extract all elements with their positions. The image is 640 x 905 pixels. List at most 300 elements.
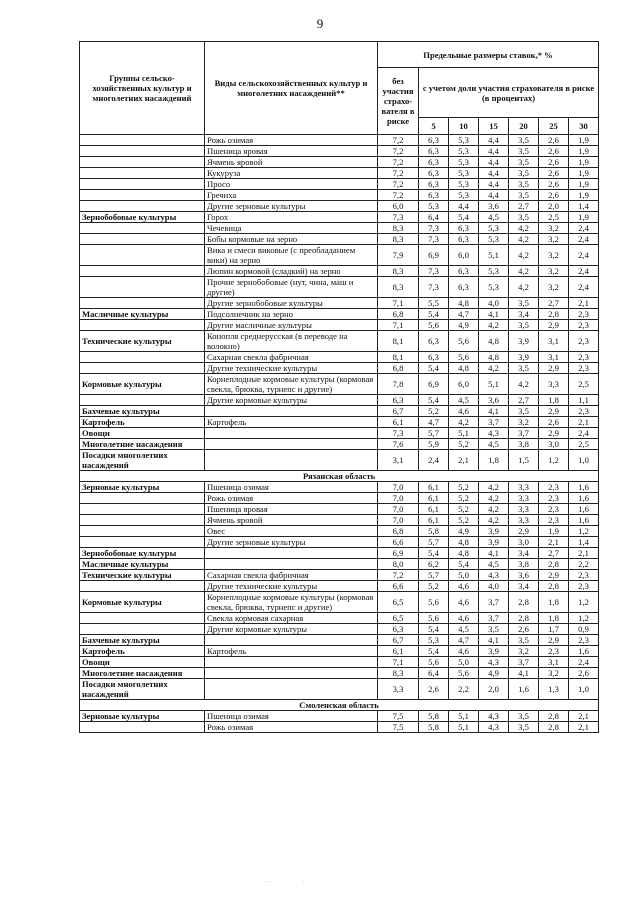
rate-base-cell: 8,3 xyxy=(378,668,419,679)
table-row xyxy=(80,428,599,439)
crop-type-cell: Чечевица xyxy=(205,223,378,234)
rate-share-cell: 4,9 xyxy=(449,320,479,331)
rate-share-cell: 3,9 xyxy=(509,331,539,352)
crop-type-cell xyxy=(205,559,378,570)
rate-share-cell: 3,4 xyxy=(509,548,539,559)
crop-group-cell xyxy=(80,135,205,146)
crop-type-cell: Рожь озимая xyxy=(205,493,378,504)
rate-base-cell: 7,2 xyxy=(378,179,419,190)
rate-share-cell: 6,9 xyxy=(419,374,449,395)
rate-share-cell: 4,5 xyxy=(479,439,509,450)
rate-share-cell: 2,6 xyxy=(539,157,569,168)
crop-type-cell: Люпин кормовой (сладкий) на зерно xyxy=(205,266,378,277)
rate-share-cell: 5,8 xyxy=(419,722,449,733)
rate-share-cell: 2,1 xyxy=(449,450,479,471)
rate-share-cell: 4,3 xyxy=(479,570,509,581)
rate-share-cell: 4,8 xyxy=(479,331,509,352)
table-row xyxy=(80,212,599,223)
rate-share-cell: 3,2 xyxy=(539,266,569,277)
table-row xyxy=(80,417,599,428)
rate-share-cell: 1,9 xyxy=(569,157,599,168)
crop-type-cell: Подсолнечник на зерно xyxy=(205,309,378,320)
rate-share-cell: 4,5 xyxy=(479,212,509,223)
rate-share-cell: 6,3 xyxy=(419,190,449,201)
rate-share-cell: 2,9 xyxy=(539,428,569,439)
table-row xyxy=(80,374,599,395)
crop-group-cell xyxy=(80,234,205,245)
rate-share-cell: 1,4 xyxy=(569,201,599,212)
rate-base-cell: 7,0 xyxy=(378,482,419,493)
rate-share-cell: 1,5 xyxy=(509,450,539,471)
crop-type-cell xyxy=(205,548,378,559)
rate-share-cell: 2,3 xyxy=(539,646,569,657)
rate-share-cell: 2,3 xyxy=(569,406,599,417)
rate-base-cell: 7,3 xyxy=(378,428,419,439)
crop-group-cell: Многолетние насаждения xyxy=(80,668,205,679)
rate-share-cell: 3,5 xyxy=(509,179,539,190)
rate-share-cell: 5,1 xyxy=(479,374,509,395)
rate-share-cell: 3,8 xyxy=(509,439,539,450)
rate-share-cell: 2,8 xyxy=(539,711,569,722)
rate-share-cell: 3,5 xyxy=(509,157,539,168)
rate-share-cell: 6,3 xyxy=(419,146,449,157)
rate-share-cell: 5,3 xyxy=(449,146,479,157)
crop-group-cell xyxy=(80,277,205,298)
rate-share-cell: 5,3 xyxy=(479,234,509,245)
rate-share-cell: 3,3 xyxy=(509,493,539,504)
rate-share-cell: 4,2 xyxy=(479,320,509,331)
rate-share-cell: 2,1 xyxy=(569,298,599,309)
rate-share-cell: 5,4 xyxy=(419,548,449,559)
rate-share-cell: 3,2 xyxy=(539,245,569,266)
rate-base-cell: 6,0 xyxy=(378,201,419,212)
table-row xyxy=(80,245,599,266)
rate-share-cell: 5,3 xyxy=(419,635,449,646)
header-share-value: 20 xyxy=(509,118,539,135)
rate-share-cell: 2,6 xyxy=(539,168,569,179)
rate-base-cell: 7,2 xyxy=(378,146,419,157)
rate-base-cell: 3,1 xyxy=(378,450,419,471)
rate-base-cell: 7,0 xyxy=(378,504,419,515)
table-row xyxy=(80,266,599,277)
rate-share-cell: 2,6 xyxy=(539,135,569,146)
table-row xyxy=(80,504,599,515)
rate-share-cell: 4,0 xyxy=(479,581,509,592)
rate-base-cell: 7,6 xyxy=(378,439,419,450)
rate-share-cell: 4,9 xyxy=(479,668,509,679)
rate-share-cell: 5,6 xyxy=(419,320,449,331)
rate-share-cell: 3,5 xyxy=(509,212,539,223)
rate-share-cell: 5,7 xyxy=(419,428,449,439)
crop-type-cell: Конопля среднерусская (в переводе на волокно) xyxy=(205,331,378,352)
rate-share-cell: 5,2 xyxy=(419,406,449,417)
rate-share-cell: 2,3 xyxy=(569,331,599,352)
crop-type-cell xyxy=(205,450,378,471)
rate-share-cell: 2,7 xyxy=(509,395,539,406)
crop-type-cell: Сахарная свекла фабричная xyxy=(205,570,378,581)
rate-share-cell: 2,6 xyxy=(539,146,569,157)
rate-share-cell: 3,9 xyxy=(509,352,539,363)
rate-share-cell: 2,3 xyxy=(569,320,599,331)
rate-share-cell: 2,4 xyxy=(569,657,599,668)
crop-type-cell xyxy=(205,635,378,646)
rate-share-cell: 3,6 xyxy=(509,570,539,581)
rate-share-cell: 2,9 xyxy=(539,570,569,581)
rate-share-cell: 4,3 xyxy=(479,428,509,439)
crop-type-cell: Просо xyxy=(205,179,378,190)
crop-group-cell xyxy=(80,298,205,309)
rate-share-cell: 4,2 xyxy=(509,223,539,234)
rate-share-cell: 5,8 xyxy=(419,526,449,537)
crop-group-cell xyxy=(80,504,205,515)
table-row xyxy=(80,234,599,245)
crop-type-cell: Сахарная свекла фабричная xyxy=(205,352,378,363)
table-row xyxy=(80,526,599,537)
crop-type-cell: Другие технические культуры xyxy=(205,363,378,374)
table-row xyxy=(80,309,599,320)
rate-share-cell: 4,7 xyxy=(449,635,479,646)
rate-base-cell: 7,2 xyxy=(378,570,419,581)
rate-share-cell: 1,2 xyxy=(569,526,599,537)
rate-base-cell: 7,2 xyxy=(378,135,419,146)
rate-share-cell: 1,7 xyxy=(539,624,569,635)
crop-type-cell: Овес xyxy=(205,526,378,537)
table-row xyxy=(80,223,599,234)
rate-share-cell: 6,4 xyxy=(419,668,449,679)
header-share-value: 25 xyxy=(539,118,569,135)
rate-share-cell: 4,1 xyxy=(479,309,509,320)
crop-type-cell xyxy=(205,657,378,668)
crop-group-cell xyxy=(80,363,205,374)
crop-type-cell: Другие зерновые культуры xyxy=(205,201,378,212)
crop-type-cell xyxy=(205,406,378,417)
rate-share-cell: 1,3 xyxy=(539,679,569,700)
table-row xyxy=(80,624,599,635)
rate-share-cell: 0,9 xyxy=(569,624,599,635)
crop-group-cell xyxy=(80,245,205,266)
rate-share-cell: 5,7 xyxy=(419,537,449,548)
crop-group-cell xyxy=(80,395,205,406)
rate-share-cell: 1,2 xyxy=(569,592,599,613)
crop-type-cell: Картофель xyxy=(205,417,378,428)
crop-type-cell: Другие кормовые культуры xyxy=(205,395,378,406)
rate-share-cell: 4,6 xyxy=(449,406,479,417)
rate-base-cell: 7,2 xyxy=(378,168,419,179)
rate-share-cell: 4,5 xyxy=(449,395,479,406)
rate-share-cell: 2,6 xyxy=(539,190,569,201)
rate-share-cell: 3,5 xyxy=(509,168,539,179)
crop-group-cell: Технические культуры xyxy=(80,570,205,581)
rate-share-cell: 1,8 xyxy=(539,395,569,406)
rate-base-cell: 6,8 xyxy=(378,363,419,374)
rate-share-cell: 6,3 xyxy=(419,352,449,363)
crop-type-cell xyxy=(205,668,378,679)
rate-share-cell: 1,8 xyxy=(479,450,509,471)
rate-share-cell: 1,6 xyxy=(569,504,599,515)
rate-base-cell: 7,2 xyxy=(378,157,419,168)
rate-share-cell: 3,2 xyxy=(539,277,569,298)
crop-group-cell: Кормовые культуры xyxy=(80,374,205,395)
rate-share-cell: 3,3 xyxy=(509,504,539,515)
rate-share-cell: 6,1 xyxy=(419,515,449,526)
rate-share-cell: 3,2 xyxy=(539,668,569,679)
crop-type-cell: Другие кормовые культуры xyxy=(205,624,378,635)
crop-type-cell: Другие зерновые культуры xyxy=(205,537,378,548)
table-row xyxy=(80,613,599,624)
rate-base-cell: 6,1 xyxy=(378,646,419,657)
table-row xyxy=(80,320,599,331)
crop-group-cell xyxy=(80,146,205,157)
rate-share-cell: 5,5 xyxy=(419,298,449,309)
table-row xyxy=(80,450,599,471)
rate-share-cell: 2,4 xyxy=(569,245,599,266)
table-row xyxy=(80,646,599,657)
rate-share-cell: 4,3 xyxy=(479,722,509,733)
table-row xyxy=(80,363,599,374)
table-row xyxy=(80,190,599,201)
crop-group-cell xyxy=(80,168,205,179)
rate-share-cell: 4,2 xyxy=(479,493,509,504)
rate-share-cell: 1,2 xyxy=(569,613,599,624)
rate-share-cell: 5,3 xyxy=(419,201,449,212)
rate-share-cell: 3,9 xyxy=(479,526,509,537)
rate-share-cell: 5,3 xyxy=(479,223,509,234)
rate-share-cell: 5,4 xyxy=(449,559,479,570)
header-crop-group: Группы сельско-хозяйственных культур и многолетних насаждений xyxy=(80,42,205,135)
rate-share-cell: 6,3 xyxy=(449,234,479,245)
rate-share-cell: 2,1 xyxy=(569,722,599,733)
table-row xyxy=(80,668,599,679)
rate-share-cell: 1,1 xyxy=(569,395,599,406)
rate-share-cell: 4,7 xyxy=(449,309,479,320)
rate-share-cell: 2,9 xyxy=(509,526,539,537)
rate-share-cell: 5,4 xyxy=(419,309,449,320)
rate-share-cell: 2,2 xyxy=(569,559,599,570)
crop-type-cell: Бобы кормовые на зерно xyxy=(205,234,378,245)
rate-share-cell: 1,6 xyxy=(569,515,599,526)
rate-share-cell: 3,0 xyxy=(509,537,539,548)
header-crop-type: Виды сельскохозяйственных культур и многолетних насаждений** xyxy=(205,42,378,135)
crop-type-cell: Пшеница озимая xyxy=(205,482,378,493)
crop-group-cell xyxy=(80,515,205,526)
rate-base-cell: 7,0 xyxy=(378,493,419,504)
table-row xyxy=(80,537,599,548)
crop-group-cell xyxy=(80,493,205,504)
rate-share-cell: 3,5 xyxy=(509,406,539,417)
rate-share-cell: 3,9 xyxy=(479,537,509,548)
rate-share-cell: 4,2 xyxy=(479,482,509,493)
rate-share-cell: 5,2 xyxy=(419,581,449,592)
rate-base-cell: 6,6 xyxy=(378,581,419,592)
rate-base-cell: 6,6 xyxy=(378,537,419,548)
crop-type-cell: Другие масличные культуры xyxy=(205,320,378,331)
region-title: Смоленская область xyxy=(80,700,599,711)
region-row xyxy=(80,471,599,482)
rate-share-cell: 2,8 xyxy=(509,592,539,613)
crop-group-cell: Зернобобовые культуры xyxy=(80,548,205,559)
rate-share-cell: 1,9 xyxy=(569,212,599,223)
rate-share-cell: 3,5 xyxy=(509,190,539,201)
rate-share-cell: 2,2 xyxy=(449,679,479,700)
table-row xyxy=(80,559,599,570)
table-row xyxy=(80,179,599,190)
rate-share-cell: 1,9 xyxy=(539,526,569,537)
crop-type-cell: Картофель xyxy=(205,646,378,657)
rate-base-cell: 6,5 xyxy=(378,613,419,624)
table-row xyxy=(80,581,599,592)
rate-share-cell: 3,2 xyxy=(509,646,539,657)
rate-share-cell: 4,4 xyxy=(479,179,509,190)
rate-share-cell: 4,6 xyxy=(449,581,479,592)
rate-share-cell: 2,4 xyxy=(569,223,599,234)
rate-share-cell: 1,8 xyxy=(539,613,569,624)
crop-group-cell: Многолетние насаждения xyxy=(80,439,205,450)
rate-share-cell: 1,9 xyxy=(569,168,599,179)
crop-type-cell: Горох xyxy=(205,212,378,223)
header-share-value: 30 xyxy=(569,118,599,135)
rate-share-cell: 3,5 xyxy=(509,722,539,733)
rate-share-cell: 6,1 xyxy=(419,482,449,493)
crop-type-cell xyxy=(205,679,378,700)
rate-base-cell: 8,3 xyxy=(378,234,419,245)
rate-share-cell: 2,8 xyxy=(539,309,569,320)
rate-share-cell: 5,3 xyxy=(449,168,479,179)
rate-base-cell: 7,8 xyxy=(378,374,419,395)
rate-share-cell: 1,6 xyxy=(569,493,599,504)
rate-share-cell: 2,6 xyxy=(539,417,569,428)
rate-base-cell: 3,3 xyxy=(378,679,419,700)
crop-group-cell xyxy=(80,613,205,624)
rate-share-cell: 4,8 xyxy=(449,548,479,559)
rate-share-cell: 4,6 xyxy=(449,646,479,657)
table-row xyxy=(80,168,599,179)
crop-group-cell: Овощи xyxy=(80,657,205,668)
table-body xyxy=(80,135,599,733)
rate-base-cell: 6,3 xyxy=(378,624,419,635)
table-row xyxy=(80,395,599,406)
rate-share-cell: 2,0 xyxy=(479,679,509,700)
crop-group-cell xyxy=(80,624,205,635)
rate-share-cell: 5,6 xyxy=(449,352,479,363)
crop-group-cell: Масличные культуры xyxy=(80,309,205,320)
rate-share-cell: 2,6 xyxy=(419,679,449,700)
table-row xyxy=(80,570,599,581)
crop-group-cell xyxy=(80,320,205,331)
rate-share-cell: 2,3 xyxy=(539,504,569,515)
rate-share-cell: 3,6 xyxy=(479,395,509,406)
rate-share-cell: 1,9 xyxy=(569,135,599,146)
rate-share-cell: 4,2 xyxy=(509,245,539,266)
rate-share-cell: 2,3 xyxy=(539,515,569,526)
header-share-value: 5 xyxy=(419,118,449,135)
rate-base-cell: 7,5 xyxy=(378,711,419,722)
rate-share-cell: 7,3 xyxy=(419,266,449,277)
rate-base-cell: 8,0 xyxy=(378,559,419,570)
rate-share-cell: 2,3 xyxy=(569,635,599,646)
crop-type-cell: Пшеница яровая xyxy=(205,146,378,157)
rate-share-cell: 2,1 xyxy=(539,537,569,548)
rate-share-cell: 2,8 xyxy=(539,559,569,570)
crop-type-cell: Прочие зернобобовые (нут, чина, маш и другие) xyxy=(205,277,378,298)
table-row xyxy=(80,201,599,212)
rate-share-cell: 6,9 xyxy=(419,245,449,266)
table-row xyxy=(80,277,599,298)
crop-group-cell xyxy=(80,352,205,363)
crop-type-cell: Корнеплодные кормовые культуры (кормовая свекла, брюква, турнепс и другие) xyxy=(205,592,378,613)
rate-base-cell: 7,1 xyxy=(378,320,419,331)
rate-share-cell: 1,0 xyxy=(569,450,599,471)
rate-share-cell: 5,2 xyxy=(449,504,479,515)
rate-share-cell: 1,6 xyxy=(509,679,539,700)
rate-share-cell: 2,7 xyxy=(539,548,569,559)
rate-share-cell: 5,6 xyxy=(419,657,449,668)
rate-base-cell: 6,7 xyxy=(378,635,419,646)
rate-share-cell: 3,7 xyxy=(509,657,539,668)
rate-share-cell: 5,2 xyxy=(449,482,479,493)
rate-share-cell: 5,6 xyxy=(449,668,479,679)
table-row xyxy=(80,635,599,646)
rate-share-cell: 5,4 xyxy=(419,624,449,635)
rate-share-cell: 1,4 xyxy=(569,537,599,548)
rate-base-cell: 7,1 xyxy=(378,298,419,309)
rate-share-cell: 4,2 xyxy=(509,266,539,277)
rate-share-cell: 2,8 xyxy=(539,722,569,733)
rate-share-cell: 5,6 xyxy=(449,331,479,352)
header-with-participation: с учетом доли участия страхователя в риске (в процентах) xyxy=(419,68,599,118)
rate-share-cell: 2,4 xyxy=(569,266,599,277)
rate-share-cell: 2,8 xyxy=(509,613,539,624)
crop-group-cell xyxy=(80,537,205,548)
table-row xyxy=(80,657,599,668)
crop-group-cell xyxy=(80,190,205,201)
rate-share-cell: 4,8 xyxy=(449,363,479,374)
rate-base-cell: 6,5 xyxy=(378,592,419,613)
rate-share-cell: 2,5 xyxy=(569,439,599,450)
rate-share-cell: 4,9 xyxy=(449,526,479,537)
rate-share-cell: 2,9 xyxy=(539,635,569,646)
crop-group-cell xyxy=(80,157,205,168)
rate-share-cell: 5,1 xyxy=(449,711,479,722)
rate-base-cell: 7,2 xyxy=(378,190,419,201)
rate-share-cell: 4,2 xyxy=(509,374,539,395)
rate-share-cell: 5,3 xyxy=(449,179,479,190)
crop-group-cell: Посадки многолетних насаждений xyxy=(80,679,205,700)
rate-share-cell: 1,9 xyxy=(569,146,599,157)
crop-group-cell: Зернобобовые культуры xyxy=(80,212,205,223)
rate-share-cell: 6,3 xyxy=(419,157,449,168)
table-row xyxy=(80,135,599,146)
crop-group-cell: Бахчевые культуры xyxy=(80,406,205,417)
rate-share-cell: 4,2 xyxy=(509,234,539,245)
rate-share-cell: 5,1 xyxy=(449,428,479,439)
rate-share-cell: 3,2 xyxy=(539,234,569,245)
rate-share-cell: 5,4 xyxy=(419,363,449,374)
table-row xyxy=(80,157,599,168)
crop-group-cell xyxy=(80,201,205,212)
rate-share-cell: 2,3 xyxy=(569,309,599,320)
rate-share-cell: 4,4 xyxy=(479,157,509,168)
crop-group-cell: Технические культуры xyxy=(80,331,205,352)
rate-share-cell: 4,3 xyxy=(479,711,509,722)
rate-share-cell: 2,3 xyxy=(569,352,599,363)
crop-type-cell: Пшеница яровая xyxy=(205,504,378,515)
rate-share-cell: 5,2 xyxy=(449,493,479,504)
rate-share-cell: 6,3 xyxy=(419,331,449,352)
rate-share-cell: 5,3 xyxy=(449,190,479,201)
rate-share-cell: 5,4 xyxy=(419,395,449,406)
rate-share-cell: 5,9 xyxy=(419,439,449,450)
rate-share-cell: 4,4 xyxy=(479,146,509,157)
